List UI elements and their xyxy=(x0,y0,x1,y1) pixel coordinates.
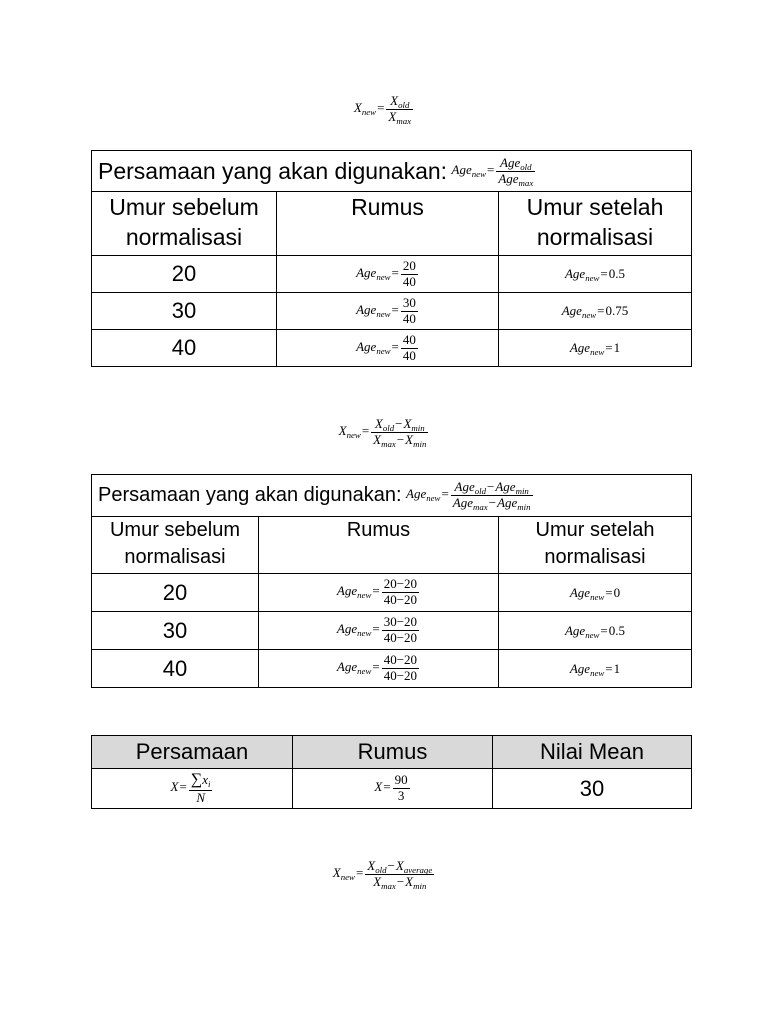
header-label: Persamaan yang akan digunakan: xyxy=(98,484,402,506)
value-before: 20 xyxy=(92,574,259,612)
formula-cell: Age$_{new}$= $\frac{30-20}{40-20}$ xyxy=(259,612,499,650)
value-after: Age$_{new}$=0.75 xyxy=(499,293,692,330)
table-row xyxy=(92,256,692,293)
formula-cell: Age$_{new}$= $\frac{40-20}{40-20}$ xyxy=(259,650,499,688)
column-header-rumus: Rumus xyxy=(293,736,493,769)
column-header-persamaan: Persamaan xyxy=(92,736,293,769)
value-before: 40 xyxy=(92,650,259,688)
value-after: Age$_{new}$=0.5 xyxy=(499,612,692,650)
equation-min-max: $X_{new}=$ $\frac{X_{old}-X_{min}}{X_{max}-X_{min}}$ xyxy=(338,416,427,450)
table-row xyxy=(92,330,692,367)
value-after: Age$_{new}$=0 xyxy=(499,574,692,612)
table-row xyxy=(92,293,692,330)
equation-mean-normalization: $X_{new}=$ $\frac{X_{old}-X_{average}}{X_{max}-X_{min}}$ xyxy=(332,858,433,892)
column-header-mean: Nilai Mean xyxy=(493,736,692,769)
formula-cell: Age$_{new}$= $\frac{30}{40}$ xyxy=(277,293,499,330)
value-before: 30 xyxy=(92,612,259,650)
column-header-formula: Rumus xyxy=(259,517,499,574)
table-min-max-normalization xyxy=(91,474,692,688)
value-after: Age$_{new}$=0.5 xyxy=(499,256,692,293)
value-before: 20 xyxy=(92,256,277,293)
value-before: 40 xyxy=(92,330,277,367)
value-after: Age$_{new}$=1 xyxy=(499,650,692,688)
value-after: Age$_{new}$=1 xyxy=(499,330,692,367)
header-formula: Age$_{new}$= $\frac{Age_{old}-Age_{min}}{Age_{max}-Age_{min}}$ xyxy=(406,479,531,513)
table-row xyxy=(92,612,692,650)
table-header-row xyxy=(92,151,692,192)
header-formula: Age$_{new}$= $\frac{Age_{old}}{Age_{max}}$ xyxy=(451,154,534,188)
formula-cell: Age$_{new}$= $\frac{40}{40}$ xyxy=(277,330,499,367)
column-header-before: Umur sebelum normalisasi xyxy=(92,517,259,574)
header-label: Persamaan yang akan digunakan: xyxy=(98,157,448,184)
mean-equation-cell: X= $\frac{\sum x_i}{N}$ xyxy=(92,769,293,809)
table-max-normalization xyxy=(91,150,692,367)
table-row xyxy=(92,574,692,612)
column-header-before: Umur sebelum normalisasi xyxy=(92,192,277,256)
table-row xyxy=(92,650,692,688)
formula-cell: Age$_{new}$= $\frac{20-20}{40-20}$ xyxy=(259,574,499,612)
table-row xyxy=(92,769,692,809)
column-header-after: Umur setelah normalisasi xyxy=(499,517,692,574)
equation-normalization-max: $X_{new}=$ $\frac{X_{old}}{X_{max}}$ xyxy=(353,93,412,127)
table-header-row xyxy=(92,475,692,517)
column-header-formula: Rumus xyxy=(277,192,499,256)
formula-cell: Age$_{new}$= $\frac{20}{40}$ xyxy=(277,256,499,293)
column-header-after: Umur setelah normalisasi xyxy=(499,192,692,256)
value-before: 30 xyxy=(92,293,277,330)
table-mean xyxy=(91,735,692,809)
mean-formula-cell: X= $\frac{90}{3}$ xyxy=(293,769,493,809)
mean-value: 30 xyxy=(493,769,692,809)
